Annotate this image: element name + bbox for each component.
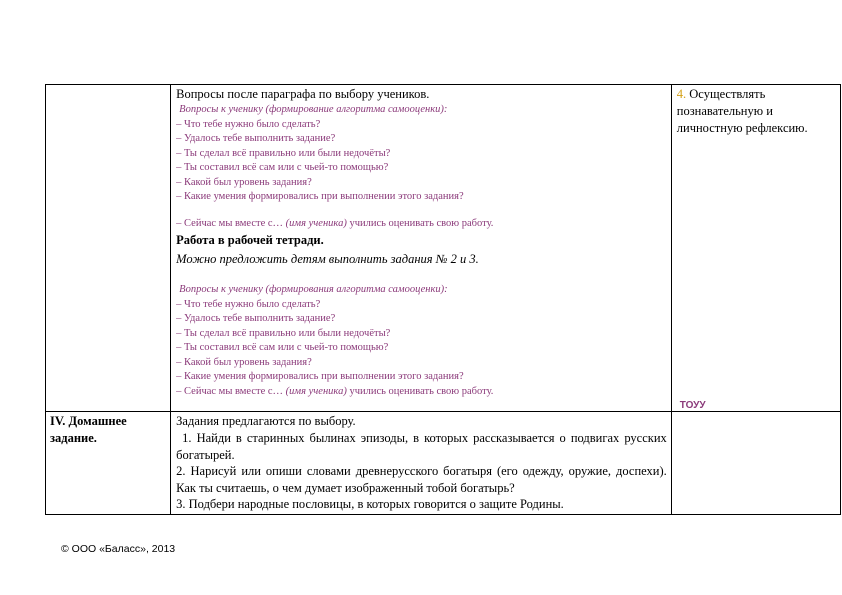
block1-final-line	[176, 217, 667, 232]
question-item: – Какие умения формировались при выполнении этого задания?	[176, 371, 464, 382]
final-post: учились оценивать свою работу.	[346, 217, 494, 229]
stage-cell	[46, 412, 171, 515]
block1-title: Вопросы к ученику (формирование алгоритма самооценки):	[179, 104, 448, 115]
outcome-text: личностную рефлексию.	[676, 121, 808, 135]
question-item: – Что тебе нужно было сделать?	[176, 298, 321, 310]
question-item: – Что тебе нужно было сделать?	[176, 118, 321, 130]
question-item: – Какой был уровень задания?	[176, 356, 312, 368]
homework-task: 1. Найди в старинных былинах эпизоды, в которых рассказывается о подвигах русских богатырей.	[176, 431, 667, 462]
content-cell	[171, 85, 672, 412]
final-post: учились оценивать свою работу.	[346, 385, 494, 397]
question-item: – Какие умения формировались при выполнении этого задания?	[176, 191, 464, 202]
student-name-hint: (имя ученика)	[285, 385, 347, 397]
question-item: – Ты сделал всё правильно или были недочёты?	[176, 147, 391, 159]
final-pre: – Сейчас мы вместе с…	[176, 217, 286, 229]
stage-cell-empty	[46, 85, 171, 412]
copyright-footer: © ООО «Баласс», 2013	[61, 543, 176, 555]
stage-title: IV. Домашнее	[50, 414, 127, 428]
stage-title: задание.	[50, 431, 97, 445]
homework-cell	[171, 412, 672, 515]
question-item: – Ты сделал всё правильно или были недочёты?	[176, 327, 391, 339]
uud-badge: ТОУУ	[679, 400, 706, 411]
outcomes-cell	[671, 85, 840, 412]
table-row	[46, 85, 841, 412]
outcome-number: 4.	[676, 87, 687, 101]
homework-intro: Задания предлагаются по выбору.	[176, 414, 356, 428]
lesson-table	[45, 84, 841, 515]
question-item: – Ты составил всё сам или с чьей-то помощью?	[176, 162, 389, 173]
homework-task: 2. Нарисуй или опиши словами древнерусского богатыря (его одежду, оружие, доспехи). Как ты считаешь, о чем думает изображенный тобой богатырь?	[176, 464, 667, 495]
question-item: – Удалось тебе выполнить задание?	[176, 133, 336, 144]
block2-final-line	[176, 385, 667, 400]
student-name-hint: (имя ученика)	[285, 217, 347, 229]
question-item: – Ты составил всё сам или с чьей-то помощью?	[176, 342, 389, 353]
question-item: – Какой был уровень задания?	[176, 176, 312, 188]
outcome-line	[677, 86, 836, 103]
workbook-task: Можно предложить детям выполнить задания № 2 и 3.	[176, 252, 479, 266]
outcome-text: Осуществлять	[689, 87, 766, 101]
final-pre: – Сейчас мы вместе с…	[176, 385, 286, 397]
workbook-title: Работа в рабочей тетради.	[176, 233, 324, 247]
outcome-text: познавательную и	[676, 104, 773, 118]
empty-cell	[671, 412, 840, 515]
questions-heading: Вопросы после параграфа по выбору учеников.	[176, 87, 430, 101]
question-item: – Удалось тебе выполнить задание?	[176, 313, 336, 324]
homework-task: 3. Подбери народные пословицы, в которых говорится о защите Родины.	[176, 497, 564, 511]
block2-title: Вопросы к ученику (формирования алгоритма самооценки):	[179, 284, 448, 295]
table-row	[46, 412, 841, 515]
